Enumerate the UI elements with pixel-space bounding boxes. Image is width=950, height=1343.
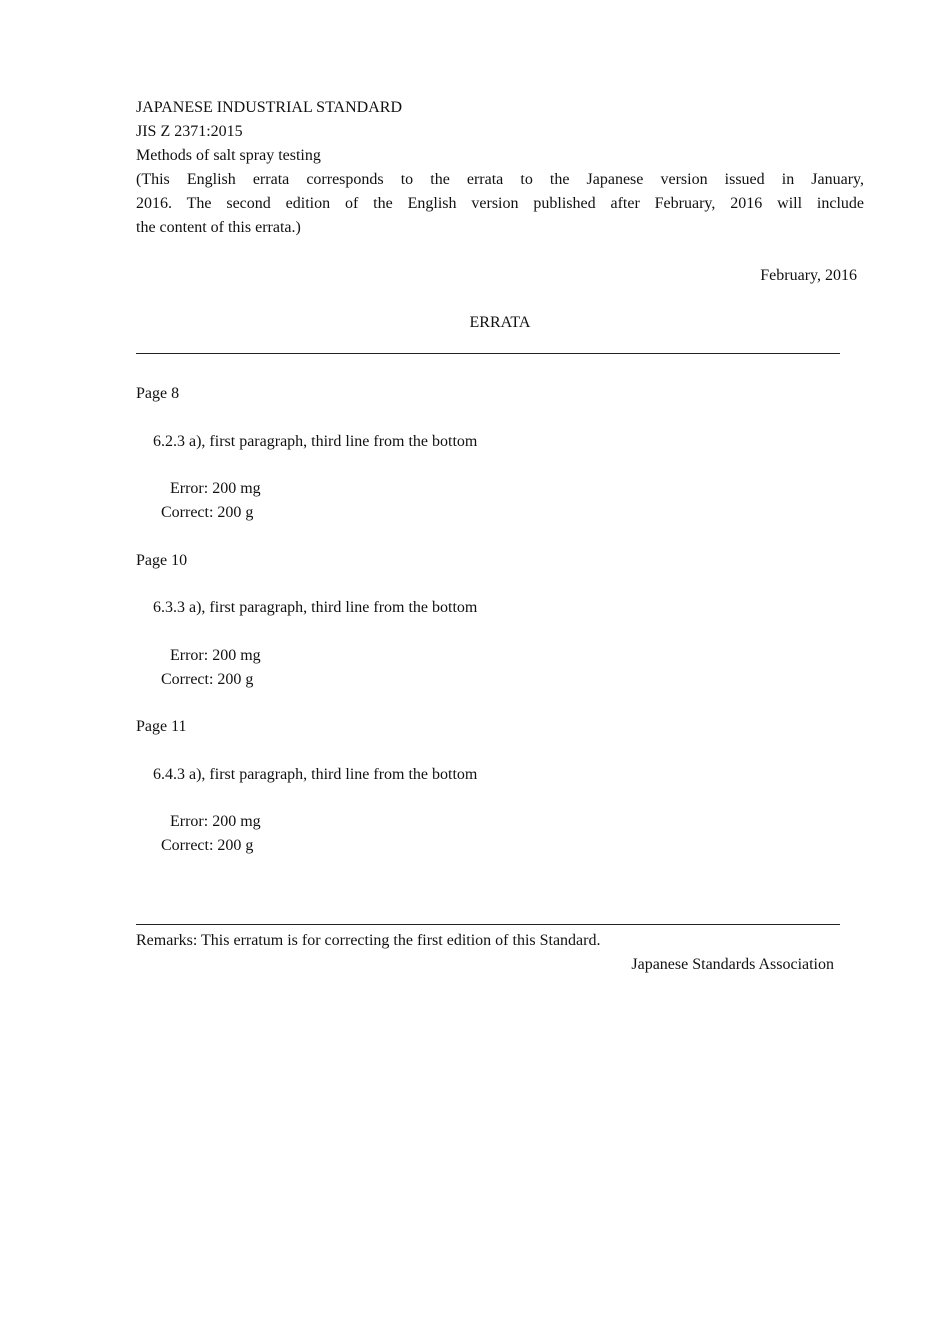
publisher: Japanese Standards Association (631, 956, 834, 973)
entry-correct: Correct: 200 g (161, 671, 254, 688)
entry-error: Error: 200 mg (170, 480, 261, 497)
entry-page: Page 8 (136, 385, 180, 402)
issue-date: February, 2016 (760, 267, 857, 284)
standard-number: JIS Z 2371:2015 (136, 123, 243, 140)
entry-correct: Correct: 200 g (161, 837, 254, 854)
bottom-divider (136, 924, 840, 925)
note-line-2: 2016. The second edition of the English version published after February, 2016 will include (136, 195, 864, 212)
note-line-1: (This English errata corresponds to the errata to the Japanese version issued in January, (136, 171, 864, 188)
entry-location: 6.3.3 a), first paragraph, third line from the bottom (153, 599, 478, 616)
entry-location: 6.4.3 a), first paragraph, third line from the bottom (153, 766, 478, 783)
errata-title: ERRATA (469, 314, 531, 331)
entry-correct: Correct: 200 g (161, 504, 254, 521)
entry-location: 6.2.3 a), first paragraph, third line from the bottom (153, 433, 478, 450)
standard-title: Methods of salt spray testing (136, 147, 321, 164)
entry-error: Error: 200 mg (170, 647, 261, 664)
note-line-3: the content of this errata.) (136, 219, 301, 236)
entry-page: Page 11 (136, 718, 187, 735)
standard-type: JAPANESE INDUSTRIAL STANDARD (136, 99, 402, 116)
top-divider (136, 353, 840, 354)
entry-error: Error: 200 mg (170, 813, 261, 830)
remarks: Remarks: This erratum is for correcting the first edition of this Standard. (136, 932, 601, 949)
entry-page: Page 10 (136, 552, 188, 569)
